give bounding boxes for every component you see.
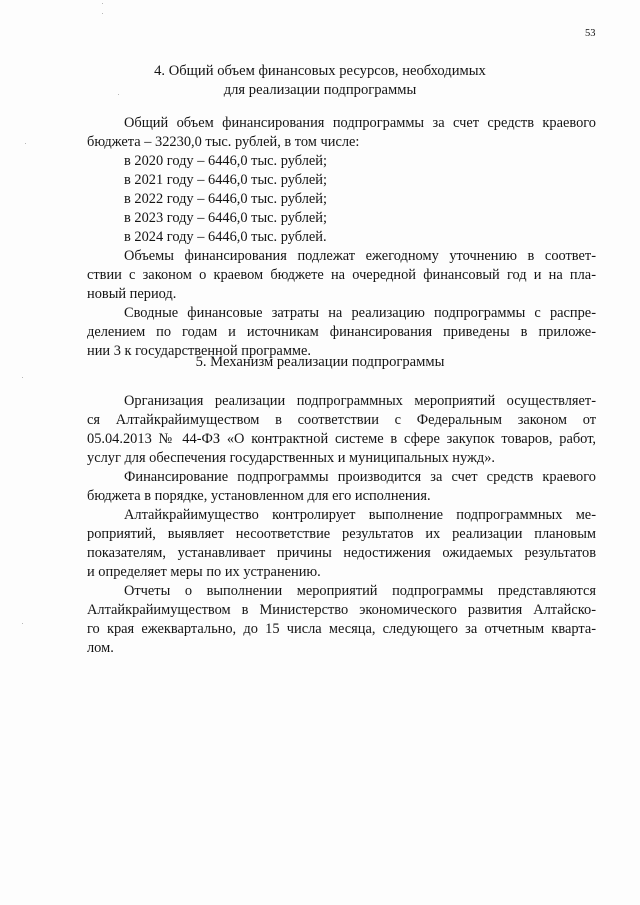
section-4-p2-line-2: ствии с законом о краевом бюджете на очередной финансовый год и на пла- [87,267,596,283]
funding-year-2023: в 2023 году – 6446,0 тыс. рублей; [124,210,327,226]
section-5-p4-line-3: го края ежеквартально, до 15 числа месяца, следующего за отчетным кварта- [87,621,596,637]
scan-speck [25,143,26,144]
section-5-p4-line-1: Отчеты о выполнении мероприятий подпрограммы представляются [124,583,596,599]
funding-year-2024: в 2024 году – 6446,0 тыс. рублей. [124,229,327,245]
section-4-heading-line-1: 4. Общий объем финансовых ресурсов, необходимых [154,63,486,79]
section-5-p4-line-4: лом. [87,640,114,656]
section-5-p3-line-3: показателям, устанавливает причины недостижения ожидаемых результатов [87,545,596,561]
scan-speck [22,377,23,378]
section-5-p3-line-4: и определяет меры по их устранению. [87,564,321,580]
section-5-p2-line-2: бюджета в порядке, установленном для его исполнения. [87,488,431,504]
section-5-text [87,392,596,658]
funding-year-2022: в 2022 году – 6446,0 тыс. рублей; [124,191,327,207]
section-5-heading: 5. Механизм реализации подпрограммы [195,354,445,370]
section-5-p1-line-4: услуг для обеспечения государственных и муниципальных нужд». [87,450,496,466]
section-4-p3-line-2: делением по годам и источникам финансирования приведены в приложе- [87,324,596,340]
section-4-p3-line-1: Сводные финансовые затраты на реализацию подпрограммы с распре- [124,305,596,321]
section-5-p3-line-1: Алтайкрайимущество контролирует выполнение подпрограммных ме- [124,507,596,523]
section-4-heading-line-2: для реализации подпрограммы [223,82,417,98]
section-5-p1-line-1: Организация реализации подпрограммных мероприятий осуществляет- [124,393,596,409]
scan-speck [102,3,103,4]
section-5-p3-line-2: роприятий, выявляет несоответствие результатов их реализации плановым [87,526,596,542]
section-5-p2-line-1: Финансирование подпрограммы производится за счет средств краевого [124,469,596,485]
section-4-p2-line-3: новый период. [87,286,177,302]
funding-year-2021: в 2021 году – 6446,0 тыс. рублей; [124,172,327,188]
section-4-p3-line-3: нии 3 к государственной программе. [87,343,312,359]
funding-intro-line-2: бюджета – 32230,0 тыс. рублей, в том числе: [87,134,360,150]
section-4-heading [120,62,520,100]
section-5-p1-line-2: ся Алтайкрайимуществом в соответствии с Федеральным законом от [87,412,596,428]
scan-speck [22,623,23,624]
section-4-funding-text [87,114,596,361]
scan-speck [102,13,103,14]
section-5-p4-line-2: Алтайкрайимуществом в Министерство экономического развития Алтайско- [87,602,596,618]
funding-year-2020: в 2020 году – 6446,0 тыс. рублей; [124,153,327,169]
scan-speck [118,94,119,95]
page-number: 53 [585,28,596,39]
section-4-p2-line-1: Объемы финансирования подлежат ежегодному уточнению в соответ- [124,248,596,264]
funding-intro-line-1: Общий объем финансирования подпрограммы за счет средств краевого [124,115,596,131]
section-5-p1-line-3: 05.04.2013 № 44-ФЗ «О контрактной системе в сфере закупок товаров, работ, [87,431,596,447]
